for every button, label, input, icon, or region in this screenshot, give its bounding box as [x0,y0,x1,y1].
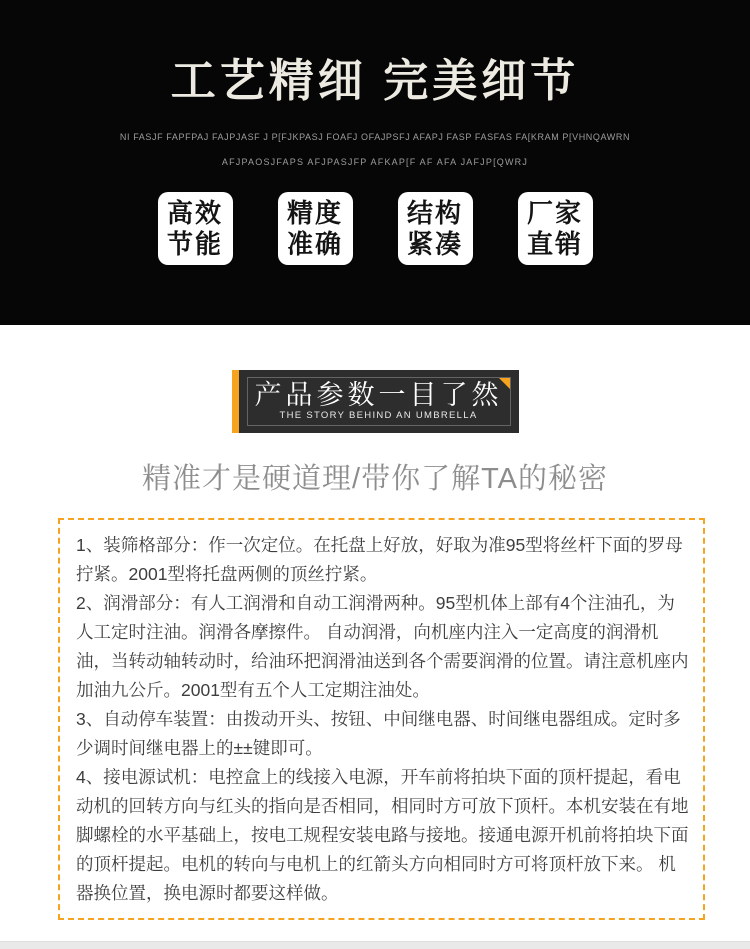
feature-badge-row [0,192,750,265]
instructions-box [58,518,705,920]
banner-title: 产品参数一目了然 [254,380,503,410]
feature-badge-label: 结构 [406,197,463,228]
bottom-divider [0,941,750,949]
feature-badge-label: 厂家 [526,197,583,228]
banner-frame [247,377,511,426]
instruction-paragraph-1: 1、装筛格部分：作一次定位。在托盘上好放，好取为准95型将丝杆下面的罗母拧紧。2001型将托盘两侧的顶丝拧紧。 [76,535,683,584]
feature-badge-factory [518,192,593,265]
instruction-paragraph-2: 2、润滑部分：有人工润滑和自动工润滑两种。95型机体上部有4个注油孔，为人工定时注油。润滑各摩擦件。 自动润滑，向机座内注入一定高度的润滑机油，当转动轴转动时，给油环把润滑油送到各个需要润滑的位置。请注意机座内加油九公斤。2001型有五个人工定期注油处。 [76,593,689,700]
feature-badge-label: 准确 [286,228,343,259]
hero-subline-2: AFJPAOSJFAPS AFJPASJFP AFKAP[F AF AFA JAFJP[QWRJ [221,157,529,167]
hero-title: 工艺精细 完美细节 [170,55,580,106]
feature-badge-label: 节能 [166,228,223,259]
feature-badge-label: 高效 [166,197,223,228]
banner-accent-bar [232,370,239,433]
parameters-section [0,370,750,920]
section-tagline: 精准才是硬道理/带你了解TA的秘密 [142,463,608,495]
instruction-paragraph-4: 4、接电源试机：电控盒上的线接入电源，开车前将拍块下面的顶杆提起，看电动机的回转方向与红头的指向是否相同，相同时方可放下顶杆。本机安装在有地脚螺栓的水平基础上，按电工规程安装电路与接地。接通电源开机前将拍块下面的顶杆提起。电机的转向与电机上的红箭头方向相同时方可将顶杆放下来。 机器换位置，换电源时都要这样做。 [76,767,689,903]
feature-badge-label: 紧凑 [406,228,463,259]
feature-badge-label: 精度 [286,197,343,228]
feature-badge-label: 直销 [526,228,583,259]
hero-section [0,0,750,325]
feature-badge-efficiency [158,192,233,265]
feature-badge-structure [398,192,473,265]
banner-subtitle: THE STORY BEHIND AN UMBRELLA [279,410,478,421]
instruction-paragraph-3: 3、自动停车装置：由拨动开头、按钮、中间继电器、时间继电器组成。定时多少调时间继电器上的±±键即可。 [76,709,681,758]
section-title-banner [232,370,519,433]
corner-fold-icon [499,378,510,389]
feature-badge-precision [278,192,353,265]
hero-subline-1: NI FASJF FAPFPAJ FAJPJASF J P[FJKPASJ FOAFJ OFAJPSFJ AFAPJ FASP FASFAS FA[KRAM P[VHNQAWRN [119,132,631,142]
